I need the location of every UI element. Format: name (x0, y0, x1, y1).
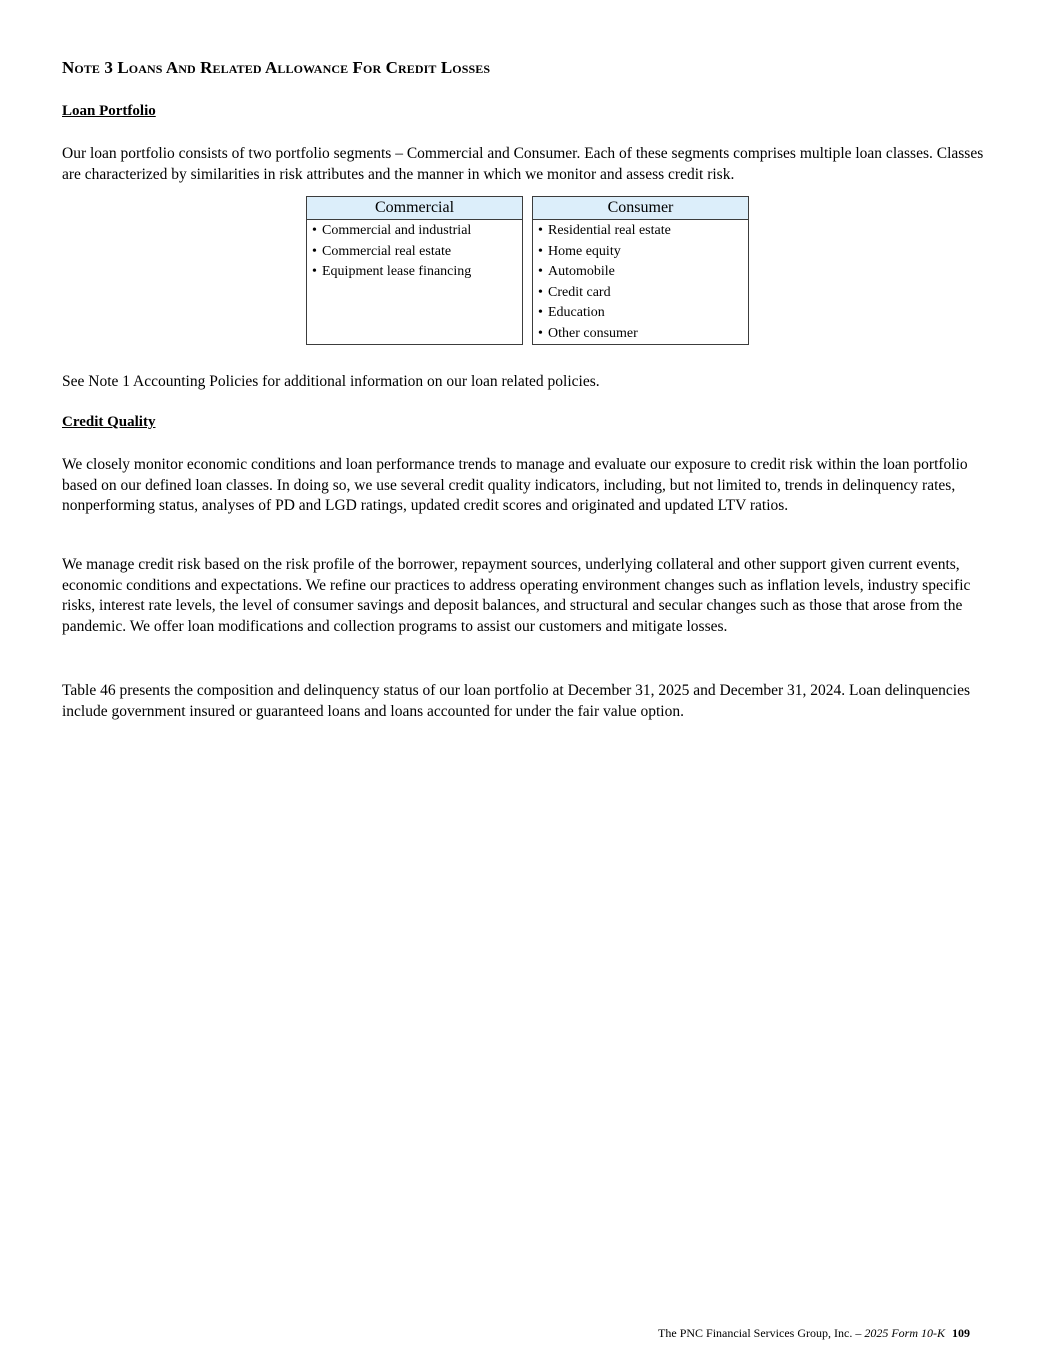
note-title: Note 3 Loans And Related Allowance For Credit Losses (62, 58, 491, 77)
bullet-icon: • (312, 243, 317, 259)
loan-class-label: Other consumer (548, 325, 638, 341)
list-item (538, 262, 748, 283)
loan-class-label: Home equity (548, 243, 621, 259)
credit-quality-paragraph-3: Table 46 presents the composition and delinquency status of our loan portfolio at December 31, 2025 and December 31, 2024. Loan delinquencies include government insured or guaranteed loans and loans accounted for under the fair value option. (62, 682, 970, 720)
list-item (538, 283, 748, 304)
list-item (538, 242, 748, 263)
commercial-class-list (307, 220, 522, 283)
footer-form: 2025 Form 10-K (864, 1326, 945, 1340)
credit-quality-heading: Credit Quality (62, 414, 156, 430)
commercial-segment-header: Commercial (307, 197, 522, 220)
loan-portfolio-intro: Our loan portfolio consists of two portfolio segments – Commercial and Consumer. Each of these segments comprises multiple loan classes. Classes are characterized by similarities in risk attributes and the manner in which we monitor and assess credit risk. (62, 145, 984, 183)
credit-quality-paragraph-2: We manage credit risk based on the risk profile of the borrower, repayment sources, underlying collateral and other support given current events, economic conditions and expectations. We refine our practices to address operating environment changes such as inflation levels, industry specific risks, interest rate levels, the level of consumer savings and deposit balances, and structural and secular changes such as those that arose from the pandemic. We offer loan modifications and collection programs to assist our customers and mitigate losses. (62, 556, 971, 635)
bullet-icon: • (538, 284, 543, 300)
bullet-icon: • (538, 223, 543, 238)
consumer-class-list (533, 220, 748, 345)
loan-class-label: Equipment lease financing (322, 264, 472, 280)
list-item (312, 221, 522, 242)
page-number: 109 (952, 1326, 970, 1340)
bullet-icon: • (312, 223, 317, 238)
page-footer (658, 1326, 970, 1341)
loan-class-label: Residential real estate (548, 223, 671, 238)
loan-class-label: Commercial real estate (322, 243, 452, 259)
loan-portfolio-heading: Loan Portfolio (62, 103, 156, 119)
loan-class-label: Credit card (548, 284, 611, 300)
list-item (312, 242, 522, 263)
footer-company: The PNC Financial Services Group, Inc. – (658, 1326, 862, 1340)
list-item (312, 262, 522, 283)
consumer-segment-header: Consumer (533, 197, 748, 220)
credit-quality-paragraph-1: We closely monitor economic conditions and loan performance trends to manage and evaluate our exposure to credit risk within the loan portfolio based on our defined loan classes. In doing so, we use several credit quality indicators, including, but not limited to, trends in delinquency rates, nonperforming status, analyses of PD and LGD ratings, updated credit scores and originated and updated LTV ratios. (62, 456, 968, 515)
list-item (538, 221, 748, 242)
bullet-icon: • (538, 264, 543, 280)
commercial-segment-box (306, 196, 523, 345)
bullet-icon: • (538, 243, 543, 259)
list-item (538, 303, 748, 324)
bullet-icon: • (312, 264, 317, 280)
loan-class-label: Education (548, 305, 605, 321)
consumer-segment-box (532, 196, 749, 345)
loan-class-label: Automobile (548, 264, 615, 280)
see-note-text: See Note 1 Accounting Policies for additional information on our loan related policies. (62, 373, 600, 390)
loan-class-label: Commercial and industrial (322, 223, 472, 238)
bullet-icon: • (538, 305, 543, 321)
bullet-icon: • (538, 325, 543, 341)
list-item (538, 324, 748, 345)
